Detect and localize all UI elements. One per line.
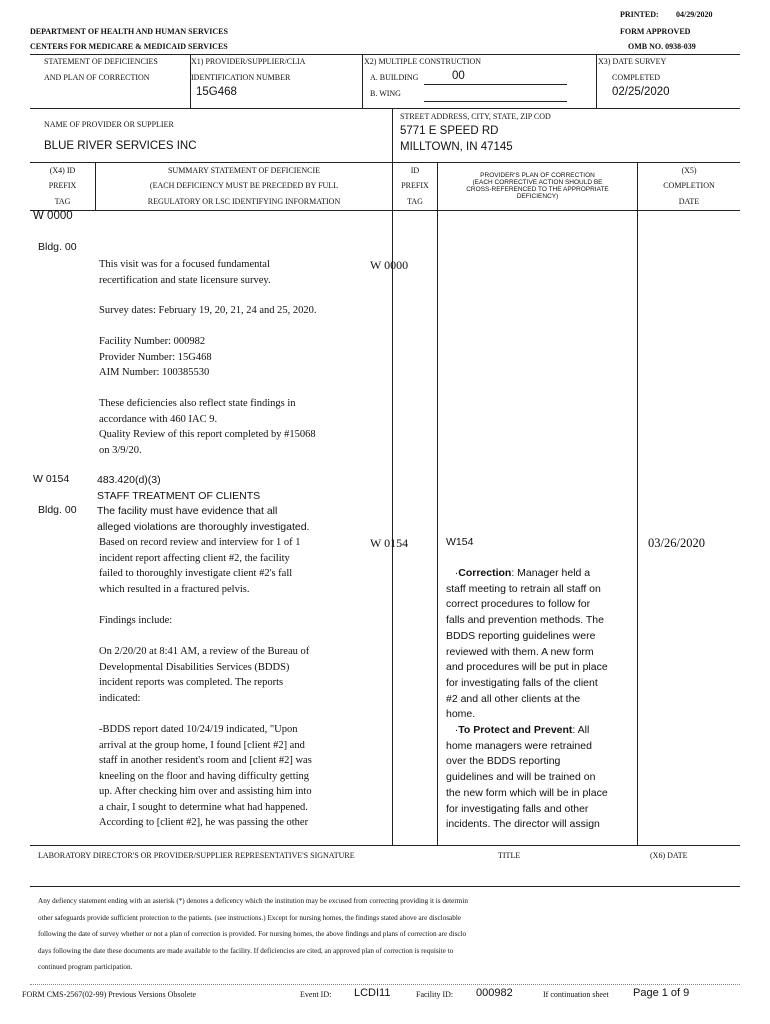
protect-heading: To Protect and Prevent xyxy=(458,724,573,737)
plan-header-1: PROVIDER'S PLAN OF CORRECTION xyxy=(480,172,595,179)
omb-number: OMB NO. 0938-039 xyxy=(628,42,696,51)
completion-date: 03/26/2020 xyxy=(648,536,705,550)
facility-id-value: 000982 xyxy=(476,987,513,999)
printed-label: PRINTED: xyxy=(620,10,659,19)
address-label: STREET ADDRESS, CITY, STATE, ZIP COD xyxy=(400,112,551,121)
w0154-para-2: Findings include: xyxy=(99,615,173,626)
w0000-para-1: This visit was for a focused fundamental recertification and state licensure survey. xyxy=(99,259,271,286)
centers-name: CENTERS FOR MEDICARE & MEDICAID SERVICES xyxy=(30,42,228,51)
event-id-label: Event ID: xyxy=(300,990,332,999)
tag-w0154: W 0154 xyxy=(33,473,70,485)
provider-id-value: 15G468 xyxy=(196,86,237,98)
dept-name: DEPARTMENT OF HEALTH AND HUMAN SERVICES xyxy=(30,27,228,36)
x2-title: X2) MULTIPLE CONSTRUCTION xyxy=(364,57,482,66)
id-header-1: ID xyxy=(410,166,420,175)
x5-header-1: (X5) xyxy=(681,166,697,175)
summary-header-2: (EACH DEFICIENCY MUST BE PRECEDED BY FULL xyxy=(149,181,339,190)
provider-name-label: NAME OF PROVIDER OR SUPPLIER xyxy=(44,120,174,129)
plan-header-2: (EACH CORRECTIVE ACTION SHOULD BE xyxy=(472,179,603,186)
x3-label-2: COMPLETED xyxy=(612,73,660,82)
address-line-2: MILLTOWN, IN 47145 xyxy=(400,141,513,153)
summary-header-3: REGULATORY OR LSC IDENTIFYING INFORMATION xyxy=(147,197,341,206)
wing-label: B. WING xyxy=(370,89,401,98)
plan-correction: ·Correction: Manager held a staff meeting to retrain all staff on correct procedures to follow for falls and prevention methods. The BDDS reporting guidelines were reviewed with them. A new form and procedures will be put in place for investigating falls of the client #2 and all other clients at the home. ·To Protect and Prevent: All home managers were retrained over the BDDS reporting guidelines and will be trained on the new form which will be in place for investigating falls and other incidents. The director will assign xyxy=(446,567,608,831)
x3-label-1: X3) DATE SURVEY xyxy=(598,57,667,66)
x5-header-3: DATE xyxy=(678,197,700,206)
x5-header-2: COMPLETION xyxy=(663,181,715,190)
form-approved: FORM APPROVED xyxy=(620,27,691,36)
printed-date: 04/29/2020 xyxy=(676,10,713,19)
continuation-label: If continuation sheet xyxy=(543,990,609,999)
statement-label-2: AND PLAN OF CORRECTION xyxy=(44,73,150,82)
plan-header-4: DEFICIENCY) xyxy=(516,193,559,200)
w0154-para-1: Based on record review and interview for 1 of 1 incident report affecting client #2, the facility failed to thoroughly investigate client #2's fall which resulted in a fractured pelvis. xyxy=(99,537,301,595)
x1-label-2: IDENTIFICATION NUMBER xyxy=(191,73,291,82)
x4-header-3: TAG xyxy=(54,197,71,206)
survey-completed-date: 02/25/2020 xyxy=(612,86,670,98)
x4-header-1: (X4) ID xyxy=(49,166,76,175)
address-line-1: 5771 E SPEED RD xyxy=(400,125,499,137)
id-header-2: PREFIX xyxy=(401,181,429,190)
summary-header-1: SUMMARY STATEMENT OF DEFICIENCIE xyxy=(167,166,321,175)
x4-header-2: PREFIX xyxy=(48,181,77,190)
id-header-3: TAG xyxy=(407,197,423,206)
building-value: 00 xyxy=(452,70,465,82)
bldg-w0000: Bldg. 00 xyxy=(38,241,77,253)
facility-id-label: Facility ID: xyxy=(416,990,454,999)
w0154-para-3: On 2/20/20 at 8:41 AM, a review of the Bureau of Developmental Disabilities Services (BDDS) incident reports was completed. The reports indicated: xyxy=(99,646,310,704)
bldg-w0154: Bldg. 00 xyxy=(38,504,77,516)
w0000-para-4: These deficiencies also reflect state findings in accordance with 460 IAC 9. Quality Review of this report completed by #15068 on 3/9/20. xyxy=(99,398,316,456)
page-number: Page 1 of 9 xyxy=(633,987,690,999)
title-label: TITLE xyxy=(498,851,521,860)
w0154-regulation: 483.420(d)(3) STAFF TREATMENT OF CLIENTS The facility must have evidence that all alleged violations are thoroughly investigated. xyxy=(97,474,310,534)
ref-w0154: W 0154 xyxy=(370,536,409,550)
correction-heading: Correction xyxy=(458,567,512,579)
ref-w0000: W 0000 xyxy=(370,258,409,272)
plan-header-3: CROSS-REFERENCED TO THE APPROPRIATE xyxy=(466,186,609,193)
signature-label: LABORATORY DIRECTOR'S OR PROVIDER/SUPPLIER REPRESENTATIVE'S SIGNATURE xyxy=(38,851,355,860)
statement-label-1: STATEMENT OF DEFICIENCIES xyxy=(44,57,158,66)
w0000-para-3: Facility Number: 000982 Provider Number: 15G468 AIM Number: 100385530 xyxy=(99,336,212,378)
event-id-value: LCDI11 xyxy=(354,987,391,999)
disclaimer: Any defiency statement ending with an asterisk (*) denotes a deficency which the institution may be excused from correcting providing it is determin other safeguards provide sufficient protection to the patients. (see instructions.) Except for nursing homes, the findings stated above are disclosable following the date of survey whether or not a plan of correction is provided. For nursing homes, the above findings and plans of correction are disclo days following the date these documents are made available to the facility. If deficiencies are cited, an approved plan of correction is requisite to continued program participation. xyxy=(38,897,468,971)
plan-header xyxy=(438,172,637,200)
provider-name-value: BLUE RIVER SERVICES INC xyxy=(44,140,197,152)
plan-w154-label: W154 xyxy=(446,536,474,548)
building-label: A. BUILDING xyxy=(370,73,419,82)
tag-w0000: W 0000 xyxy=(33,210,73,222)
w0000-para-2: Survey dates: February 19, 20, 21, 24 and 25, 2020. xyxy=(99,305,317,316)
x1-label-1: X1) PROVIDER/SUPPLIER/CLIA xyxy=(191,57,306,66)
form-number: FORM CMS-2567(02-99) Previous Versions Obsolete xyxy=(22,990,197,999)
w0154-para-4: -BDDS report dated 10/24/19 indicated, "Upon arrival at the group home, I found [client #2] and staff in another resident's room and [client #2] was kneeling on the floor and having difficulty getting up. After checking him over and assisting him into a chair, I sought to determine what had happened. According to [client #2], he was passing the other xyxy=(99,724,312,828)
x6-date-label: (X6) DATE xyxy=(650,851,688,860)
